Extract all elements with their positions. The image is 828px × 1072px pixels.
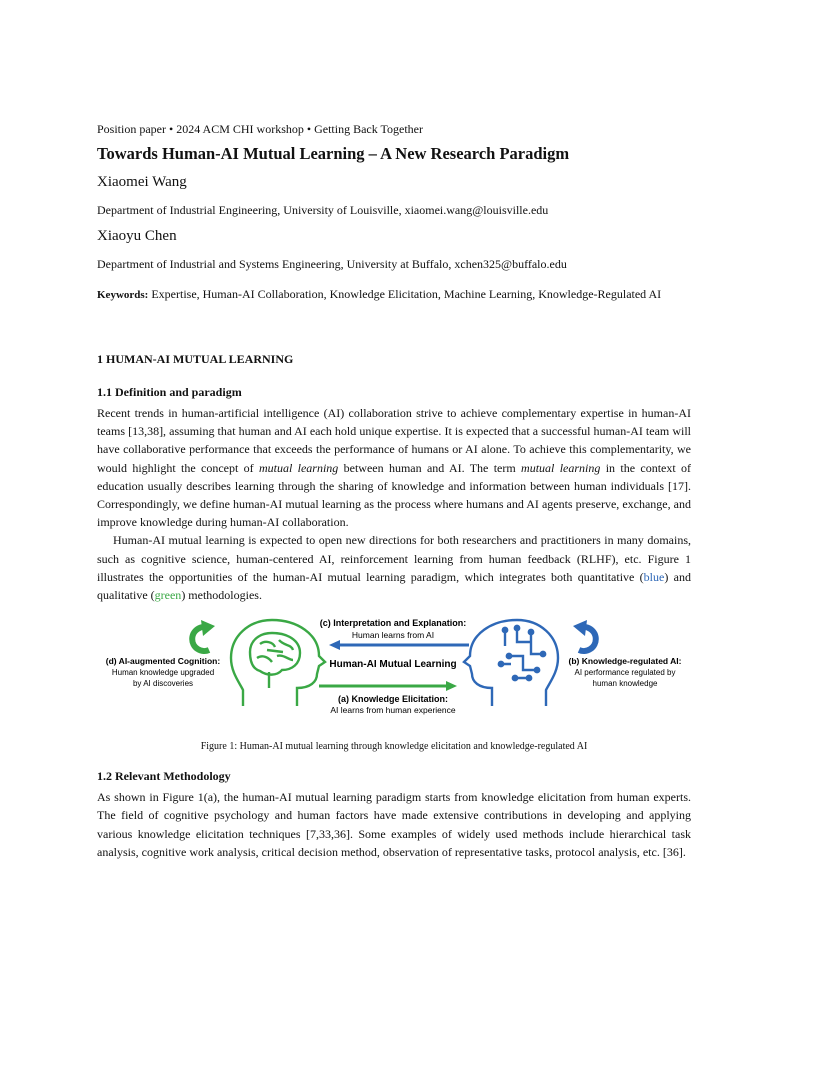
green-word: green — [154, 588, 182, 603]
blue-cycle-arrow-icon — [573, 620, 596, 651]
body-paragraph — [97, 404, 691, 531]
text-run: ) methodologies. — [181, 588, 262, 603]
paper-title: Towards Human-AI Mutual Learning – A New Research Paradigm — [97, 144, 570, 163]
subsection-heading: 1.1 Definition and paradigm — [97, 385, 242, 399]
section-heading: 1 HUMAN-AI MUTUAL LEARNING — [97, 352, 294, 366]
running-head: Position paper • 2024 ACM CHI workshop • Getting Back Together — [97, 122, 423, 136]
green-head-brain-icon — [231, 620, 325, 706]
label-b-sub2: human knowledge — [592, 679, 658, 689]
label-d-sub1: Human knowledge upgraded — [111, 668, 215, 678]
green-cycle-arrow-icon — [192, 620, 215, 651]
keywords-label: Keywords: — [97, 289, 149, 301]
emphasis: mutual learning — [258, 460, 339, 475]
subsection-heading: 1.2 Relevant Methodology — [97, 769, 231, 784]
text-run: between human and AI. The term — [338, 460, 522, 475]
figure-caption: Figure 1: Human-AI mutual learning through knowledge elicitation and knowledge-regulated AI — [200, 741, 588, 753]
label-b-title: (b) Knowledge-regulated AI: — [568, 656, 682, 667]
emphasis: mutual learning — [521, 460, 601, 475]
author-name: Xiaomei Wang — [97, 174, 187, 190]
label-a-sub: AI learns from human experience — [330, 705, 456, 716]
label-c-title: (c) Interpretation and Explanation: — [319, 618, 467, 629]
green-right-arrow — [319, 681, 457, 691]
text-run: ) and qualitative ( — [97, 569, 691, 603]
author-name: Xiaoyu Chen — [97, 228, 177, 244]
body-paragraph: As shown in Figure 1(a), the human-AI mutual learning paradigm starts from knowledge elicitation from human experts. The field of cognitive psychology and human factors have made extensive contributions in developing and applying various knowledge elicitation techniques [7,33,36]. Some examples of widely used methods include hierarchical task analysis, cognitive work analysis, critical decision method, observation of representative tasks, protocol analysis, etc. [36]. — [97, 790, 691, 859]
keywords-list: Expertise, Human-AI Collaboration, Knowledge Elicitation, Machine Learning, Knowledge-Regulated AI — [148, 287, 662, 301]
figure-1 — [97, 616, 691, 726]
text-run: Human-AI mutual learning is expected to open new directions for both researchers and practitioners in many domains, such as cognitive science, human-centered AI, reinforcement learning from human feedback (RLHF), etc. Figure 1 illustrates the opportunities of the human-AI mutual learning paradigm, which integrates both quantitative ( — [97, 533, 691, 584]
author-affiliation: Department of Industrial Engineering, University of Louisville, xiaomei.wang@louisville.edu — [97, 203, 549, 217]
author-affiliation: Department of Industrial and Systems Engineering, University at Buffalo, xchen325@buffalo.edu — [97, 257, 567, 271]
label-d-sub2: by AI discoveries — [132, 679, 194, 689]
center-label: Human-AI Mutual Learning — [329, 659, 457, 671]
blue-head-circuit-icon — [464, 620, 558, 706]
paper-page — [97, 120, 691, 861]
blue-word: blue — [643, 569, 665, 584]
figure-diagram — [97, 616, 691, 726]
keywords — [97, 286, 691, 303]
label-b-sub1: AI performance regulated by — [574, 668, 676, 678]
label-d-title: (d) AI-augmented Cognition: — [105, 656, 221, 667]
text-run: Recent trends in human-artificial intelligence (AI) collaboration strive to achieve complementary expertise in human-AI teams [13,38], assuming that human and AI each hold unique expertise. It is expected that a successful human-AI team will have collaborative performance that exceeds the performance of humans or AI alone. To achieve this complementarity, we would highlight the concept of — [97, 406, 691, 475]
blue-left-arrow — [329, 640, 469, 650]
label-a-title: (a) Knowledge Elicitation: — [337, 694, 449, 705]
text-run: in the context of education usually describes learning through the sharing of knowledge and information between human individuals [17]. Correspondingly, we define human-AI mutual learning as the process where humans and AI agents preserve, exchange, and improve knowledge during human-AI collaboration. — [97, 460, 692, 530]
body-paragraph — [97, 531, 691, 604]
label-c-sub: Human learns from AI — [351, 630, 435, 641]
